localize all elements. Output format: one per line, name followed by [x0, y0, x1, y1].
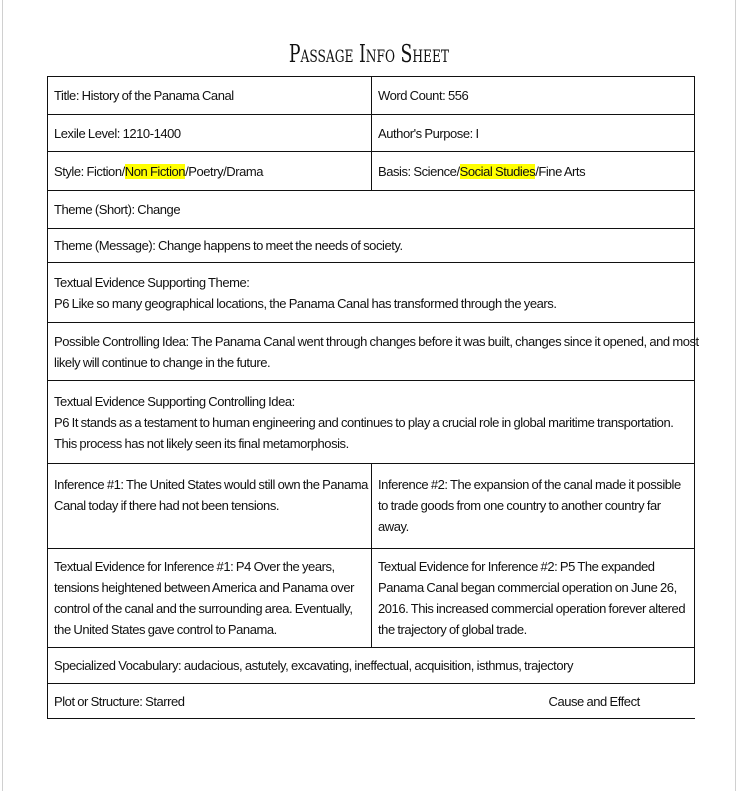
evidence-inf2-cell — [372, 549, 695, 648]
style-prefix: Style: Fiction/ — [54, 163, 125, 179]
lexile-cell: Lexile Level: 1210-1400 — [48, 115, 372, 152]
style-suffix: /Poetry/Drama — [185, 163, 264, 179]
evidence-inf1-cell — [48, 549, 372, 648]
evidence-inf2-line: Textual Evidence for Inference #2: P5 The expanded — [378, 559, 655, 574]
evidence-controlling-cell — [48, 381, 695, 464]
style-cell — [48, 152, 372, 191]
inference2-line: to trade goods from one country to another country far — [378, 498, 661, 513]
inference2-line: Inference #2: The expansion of the canal made it possible — [378, 477, 681, 492]
evidence-inf1-line: control of the canal and the surrounding area. Eventually, — [54, 601, 353, 616]
controlling-idea-line: likely will continue to change in the future. — [54, 354, 271, 370]
evidence-inf2-line: 2016. This increased commercial operation forever altered — [378, 601, 686, 616]
info-table — [47, 76, 699, 719]
evidence-controlling-line: This process has not likely seen its final metamorphosis. — [54, 435, 349, 451]
plot-type: Cause and Effect — [548, 693, 640, 709]
evidence-theme-text: P6 Like so many geographical locations, the Panama Canal has transformed through the years. — [54, 295, 557, 311]
inference2-line: away. — [378, 519, 409, 534]
style-highlight: Non Fiction — [124, 163, 186, 179]
evidence-inf1-line: the United States gave control to Panama. — [54, 622, 277, 637]
inference2-cell — [372, 464, 695, 549]
vocabulary-cell: Specialized Vocabulary: audacious, astutely, excavating, ineffectual, acquisition, isthmus, trajectory — [48, 648, 695, 684]
evidence-controlling-label: Textual Evidence Supporting Controlling Idea: — [54, 393, 295, 409]
evidence-theme-label: Textual Evidence Supporting Theme: — [54, 274, 250, 290]
inference1-line: Inference #1: The United States would still own the Panama — [54, 477, 368, 492]
evidence-inf1-line: Textual Evidence for Inference #1: P4 Over the years, — [54, 559, 335, 574]
page-edge-right — [735, 0, 736, 791]
theme-message-cell: Theme (Message): Change happens to meet the needs of society. — [48, 229, 695, 263]
basis-prefix: Basis: Science/ — [378, 163, 460, 179]
evidence-inf2-line: the trajectory of global trade. — [378, 622, 527, 637]
title-cell: Title: History of the Panama Canal — [48, 77, 372, 115]
inference1-line: Canal today if there had not been tensions. — [54, 498, 280, 513]
theme-short-cell: Theme (Short): Change — [48, 191, 695, 229]
plot-cell — [48, 684, 695, 719]
evidence-theme-cell — [48, 263, 695, 323]
plot-label: Plot or Structure: Starred — [54, 693, 185, 709]
word-count-cell: Word Count: 556 — [372, 77, 695, 115]
basis-cell — [372, 152, 695, 191]
evidence-controlling-line: P6 It stands as a testament to human engineering and continues to play a crucial role in global maritime transportation. — [54, 414, 674, 430]
evidence-inf2-line: Panama Canal began commercial operation on June 26, — [378, 580, 677, 595]
controlling-idea-line: Possible Controlling Idea: The Panama Canal went through changes before it was built, changes since it opened, and most — [54, 333, 699, 349]
basis-highlight: Social Studies — [459, 163, 536, 179]
inference1-cell — [48, 464, 372, 549]
basis-suffix: /Fine Arts — [535, 163, 586, 179]
page-title: Passage Info Sheet — [288, 40, 450, 68]
controlling-idea-cell — [48, 323, 699, 381]
purpose-cell: Author's Purpose: I — [372, 115, 695, 152]
page-edge-left — [2, 0, 3, 791]
evidence-inf1-line: tensions heightened between America and Panama over — [54, 580, 354, 595]
